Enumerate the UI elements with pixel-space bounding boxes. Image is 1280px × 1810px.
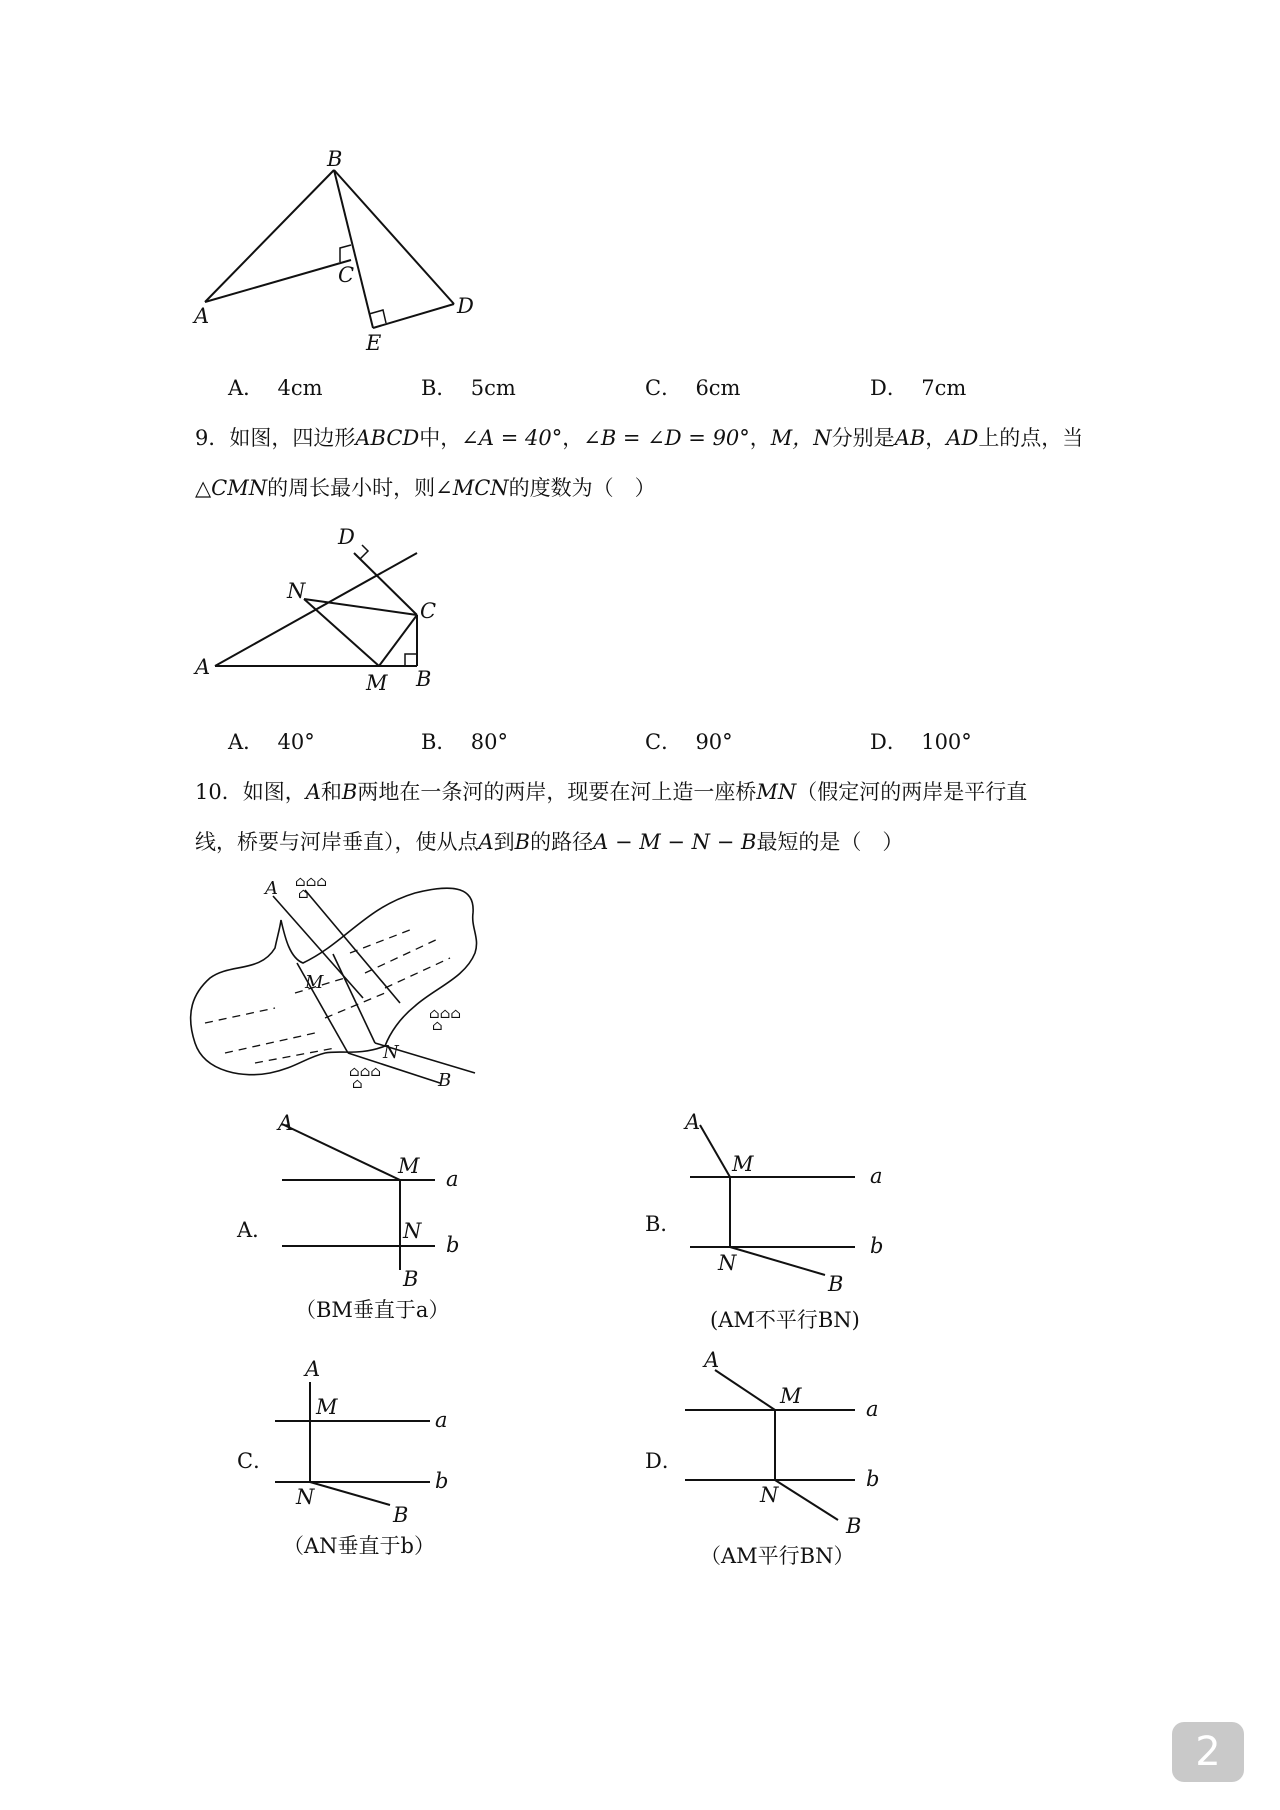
svg-text:⌂: ⌂ <box>298 886 309 902</box>
q10-stem-line2: 线，桥要与河岸垂直），使从点A到B的路径A − M − N − B最短的是（ ） <box>195 830 904 854</box>
svg-text:a: a <box>446 1167 459 1191</box>
q10-option-b-caption: (AM不平行BN) <box>710 1308 860 1332</box>
q9-stem-line2: △CMN的周长最小时，则∠MCN的度数为（ ） <box>195 476 656 500</box>
q10-option-a-figure[interactable] <box>270 1112 470 1292</box>
q8-figure <box>180 150 500 360</box>
svg-text:A: A <box>305 1357 321 1381</box>
svg-text:N: N <box>403 1219 422 1243</box>
svg-text:⌂⌂⌂: ⌂⌂⌂ <box>429 1006 462 1022</box>
q8-label-d: D <box>457 294 474 318</box>
svg-text:M: M <box>398 1154 420 1178</box>
q10-option-d-caption: （AM平行BN） <box>700 1544 855 1568</box>
svg-text:⌂: ⌂ <box>432 1018 443 1034</box>
q8-label-b: B <box>327 150 343 171</box>
q9-stem-line1: 9．如图，四边形ABCD中，∠A = 40°，∠B = ∠D = 90°，M，N分别是AB，AD上的点，当 <box>195 426 1084 450</box>
svg-text:B: B <box>393 1503 409 1527</box>
svg-text:b: b <box>435 1469 449 1493</box>
svg-text:B: B <box>828 1272 844 1295</box>
svg-text:N: N <box>718 1251 737 1275</box>
q8-option-b[interactable]: B． 5cm <box>421 376 516 400</box>
svg-text:b: b <box>870 1234 884 1258</box>
svg-text:A: A <box>278 1112 294 1135</box>
q9-right-angle-d <box>360 545 368 559</box>
svg-text:b: b <box>446 1233 460 1257</box>
q9-option-a[interactable]: A． 40° <box>228 730 315 754</box>
svg-text:M: M <box>780 1384 802 1408</box>
svg-text:A: A <box>704 1348 720 1372</box>
q9-label-c: C <box>420 599 437 623</box>
q9-right-angle-b <box>405 654 417 666</box>
q8-label-c: C <box>338 263 355 287</box>
q10-option-d-letter[interactable]: D． <box>645 1449 683 1473</box>
q10-option-a-letter[interactable]: A． <box>237 1218 274 1242</box>
svg-text:N: N <box>760 1483 779 1507</box>
q10-option-d-figure[interactable] <box>680 1345 900 1535</box>
svg-text:B: B <box>846 1514 862 1535</box>
q9-label-b: B <box>416 667 432 691</box>
q10-stem-line1: 10．如图，A和B两地在一条河的两岸，现要在河上造一座桥MN（假定河的两岸是平行直 <box>195 780 1028 804</box>
q10-fig-label-a: A <box>265 878 278 899</box>
svg-text:a: a <box>435 1408 448 1432</box>
q10-fig-label-b: B <box>438 1070 452 1091</box>
q8-edge-ab <box>205 170 334 302</box>
svg-text:a: a <box>870 1164 883 1188</box>
q10-fig-label-m: M <box>305 972 324 993</box>
q9-label-n: N <box>287 579 306 603</box>
svg-text:N: N <box>296 1485 315 1509</box>
page-number-badge: 2 <box>1172 1722 1244 1782</box>
q10-option-a-caption: （BM垂直于a） <box>295 1298 450 1322</box>
q10-path-line-2 <box>333 954 375 1043</box>
q10-option-b-letter[interactable]: B． <box>645 1212 682 1236</box>
svg-text:A: A <box>685 1110 701 1134</box>
q9-option-d[interactable]: D． 100° <box>870 730 972 754</box>
q9-option-c[interactable]: C． 90° <box>645 730 733 754</box>
q9-figure <box>180 520 460 700</box>
q8-label-e: E <box>366 331 382 355</box>
q10-river-shape <box>191 888 477 1075</box>
q9-edge-mc <box>379 615 417 666</box>
q9-option-b[interactable]: B． 80° <box>421 730 509 754</box>
svg-text:b: b <box>866 1467 880 1491</box>
q8-option-c[interactable]: C． 6cm <box>645 376 741 400</box>
svg-text:B: B <box>403 1267 419 1291</box>
svg-text:⌂⌂⌂: ⌂⌂⌂ <box>349 1064 382 1080</box>
svg-text:a: a <box>866 1397 879 1421</box>
q8-option-a[interactable]: A． 4cm <box>228 376 323 400</box>
q9-label-m: M <box>366 671 388 695</box>
svg-text:M: M <box>732 1152 754 1176</box>
q9-label-a: A <box>195 655 211 679</box>
svg-text:⌂⌂⌂: ⌂⌂⌂ <box>295 874 328 890</box>
q10-river-figure <box>185 868 505 1098</box>
q10-option-c-letter[interactable]: C． <box>237 1449 275 1473</box>
q8-option-d[interactable]: D． 7cm <box>870 376 967 400</box>
q9-label-d: D <box>338 525 355 549</box>
q10-option-c-caption: （AN垂直于b） <box>283 1534 435 1558</box>
svg-text:M: M <box>316 1395 338 1419</box>
svg-text:⌂: ⌂ <box>352 1076 363 1092</box>
q10-option-c-figure[interactable] <box>270 1350 470 1530</box>
q10-option-b-figure[interactable] <box>680 1105 900 1295</box>
q9-edge-nm <box>304 599 379 666</box>
q10-fig-label-n: N <box>383 1042 399 1063</box>
q8-label-a: A <box>194 304 210 328</box>
